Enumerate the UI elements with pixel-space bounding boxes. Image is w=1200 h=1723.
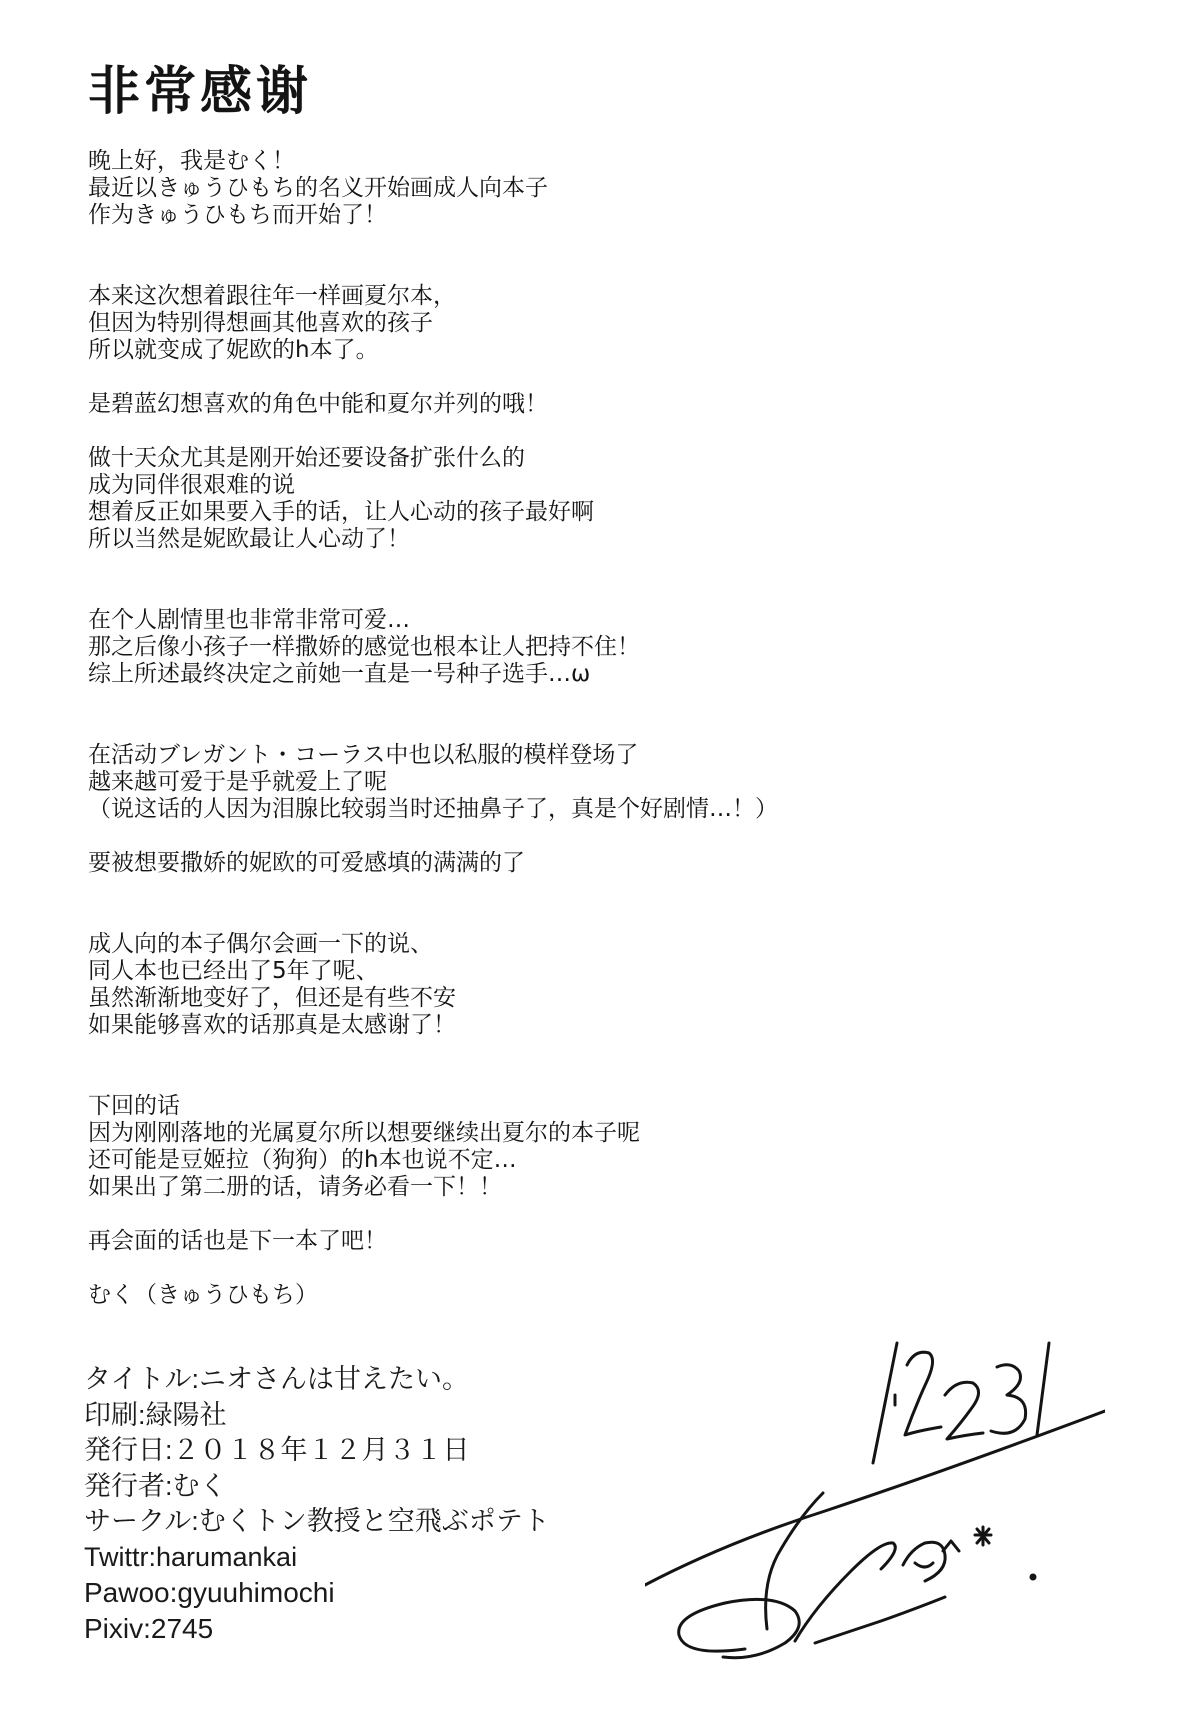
colophon-row: 発行日:２０１８年１２月３１日 bbox=[84, 1435, 470, 1465]
text-line: 要被想要撒娇的妮欧的可爱感填的满满的了 bbox=[88, 850, 525, 876]
paragraph bbox=[88, 148, 1088, 229]
text-line: 还可能是豆姬拉（狗狗）的h本也说不定… bbox=[88, 1147, 517, 1173]
paragraph bbox=[88, 607, 1088, 688]
text-line: 做十天众尤其是刚开始还要设备扩张什么的 bbox=[88, 445, 525, 471]
paragraph-gap bbox=[88, 1201, 1088, 1228]
text-line: 如果能够喜欢的话那真是太感谢了！ bbox=[88, 1012, 456, 1038]
text-line: 本来这次想着跟往年一样画夏尔本， bbox=[88, 283, 456, 309]
colophon-row: 発行者:むく bbox=[84, 1470, 227, 1501]
text-line: 作为きゅうひもち而开始了！ bbox=[88, 202, 387, 228]
paragraph-gap bbox=[88, 877, 1088, 931]
paragraph bbox=[88, 391, 1088, 418]
text-line: 最近以きゅうひもち的名义开始画成人向本子 bbox=[88, 175, 548, 201]
paragraph-gap bbox=[88, 229, 1088, 283]
text-line: 成为同伴很艰难的说 bbox=[88, 472, 295, 498]
paragraph-gap bbox=[88, 1255, 1088, 1282]
author-signature bbox=[645, 1335, 1105, 1685]
text-line: 如果出了第二册的话，请务必看一下！！ bbox=[88, 1174, 502, 1200]
paragraph bbox=[88, 1093, 1088, 1201]
text-line: 越来越可爱于是乎就爱上了呢 bbox=[88, 769, 387, 795]
paragraph-gap bbox=[88, 688, 1088, 742]
afterword-body bbox=[88, 148, 1088, 1309]
paragraph bbox=[88, 1282, 1088, 1309]
paragraph-gap bbox=[88, 1039, 1088, 1093]
text-line: 下回的话 bbox=[88, 1093, 180, 1119]
text-line: 虽然渐渐地变好了，但还是有些不安 bbox=[88, 985, 456, 1011]
paragraph-gap bbox=[88, 364, 1088, 391]
colophon-row: タイトル:ニオさんは甘えたい。 bbox=[84, 1364, 469, 1394]
colophon-row: Twittr:harumankai bbox=[84, 1541, 298, 1572]
paragraph bbox=[88, 1228, 1088, 1255]
paragraph bbox=[88, 445, 1088, 553]
text-line: 在活动ブレガント・コーラス中也以私服的模样登场了 bbox=[88, 742, 639, 768]
text-line: 想着反正如果要入手的话，让人心动的孩子最好啊 bbox=[88, 499, 594, 525]
text-line: 成人向的本子偶尔会画一下的说、 bbox=[88, 931, 433, 957]
text-line: 晚上好，我是むく！ bbox=[88, 148, 295, 174]
text-line: 所以就变成了妮欧的h本了。 bbox=[88, 337, 379, 363]
colophon bbox=[84, 1362, 550, 1646]
text-line: 是碧蓝幻想喜欢的角色中能和夏尔并列的哦！ bbox=[88, 391, 548, 417]
text-line: 同人本也已经出了5年了呢、 bbox=[88, 958, 379, 984]
colophon-row: Pixiv:2745 bbox=[84, 1612, 214, 1644]
text-line: むく（きゅうひもち） bbox=[88, 1282, 318, 1308]
text-line: 因为刚刚落地的光属夏尔所以想要继续出夏尔的本子呢 bbox=[88, 1120, 640, 1146]
paragraph bbox=[88, 850, 1088, 877]
text-line: 那之后像小孩子一样撒娇的感觉也根本让人把持不住！ bbox=[88, 634, 640, 660]
text-line: （说这话的人因为泪腺比较弱当时还抽鼻子了，真是个好剧情…！） bbox=[88, 796, 778, 822]
page-title: 非常感谢 bbox=[88, 62, 313, 122]
colophon-row: 印刷:緑陽社 bbox=[84, 1399, 227, 1430]
paragraph-gap bbox=[88, 418, 1088, 445]
text-line: 再会面的话也是下一本了吧！ bbox=[88, 1228, 387, 1254]
paragraph bbox=[88, 742, 1088, 823]
paragraph bbox=[88, 283, 1088, 364]
paragraph bbox=[88, 931, 1088, 1039]
text-line: 但因为特别得想画其他喜欢的孩子 bbox=[88, 310, 433, 336]
text-line: 综上所述最终决定之前她一直是一号种子选手…ω bbox=[88, 661, 591, 687]
text-line: 在个人剧情里也非常非常可爱… bbox=[88, 607, 410, 633]
text-line: 所以当然是妮欧最让人心动了！ bbox=[88, 526, 410, 552]
colophon-row: サークル:むくトン教授と空飛ぶポテト bbox=[84, 1506, 550, 1536]
paragraph-gap bbox=[88, 553, 1088, 607]
colophon-row: Pawoo:gyuuhimochi bbox=[84, 1577, 335, 1608]
paragraph-gap bbox=[88, 823, 1088, 850]
